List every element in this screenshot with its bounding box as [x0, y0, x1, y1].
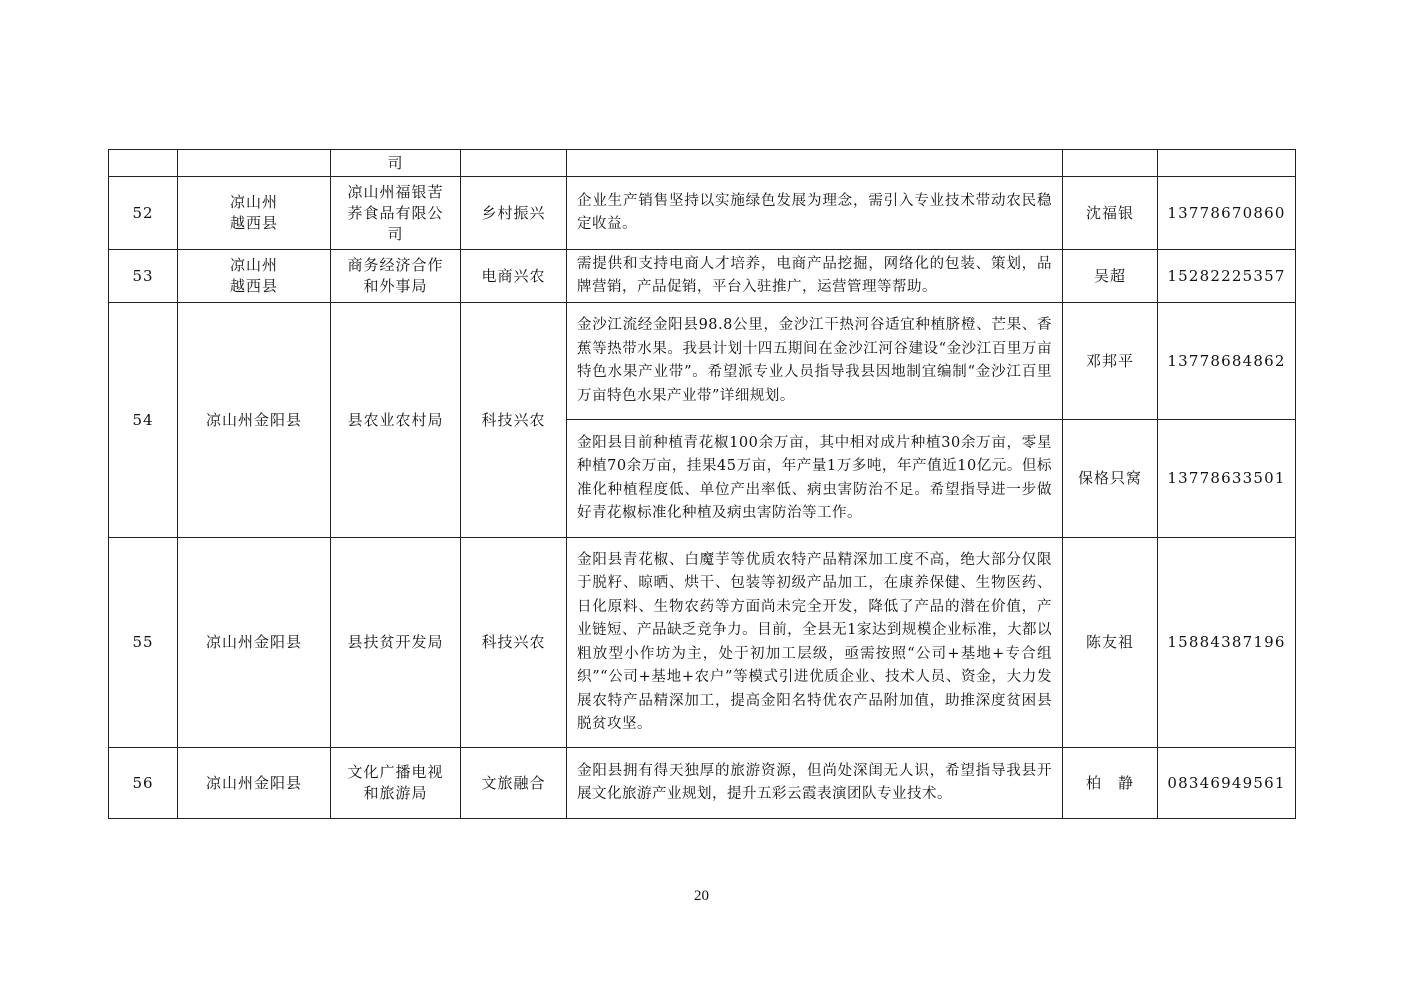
- cell-unit: [331, 748, 461, 819]
- cell-region-line: 越西县: [229, 214, 278, 232]
- table-row: [109, 150, 1296, 177]
- cell-contact: 保格只窝: [1063, 420, 1158, 538]
- cell-region-line: 越西县: [229, 277, 278, 295]
- cell-unit-line: 和旅游局: [363, 784, 428, 802]
- cell-type: 电商兴农: [461, 250, 567, 303]
- cell-region-line: 凉山州: [229, 193, 278, 211]
- cell-desc: 金阳县拥有得天独厚的旅游资源，但尚处深闺无人识，希望指导我县开展文化旅游产业规划，提升五彩云霞表演团队专业技术。: [567, 748, 1063, 819]
- cell-desc: [567, 150, 1063, 177]
- cell-region: 凉山州金阳县: [178, 538, 331, 748]
- cell-type: [461, 150, 567, 177]
- cell-unit: 司: [331, 150, 461, 177]
- cell-phone: 15282225357: [1158, 250, 1296, 303]
- cell-contact: [1063, 150, 1158, 177]
- cell-unit-line: 商务经济合作: [347, 256, 444, 274]
- table-row: [109, 538, 1296, 748]
- cell-region: 凉山州金阳县: [178, 748, 331, 819]
- cell-region: [178, 177, 331, 250]
- cell-contact: 陈友祖: [1063, 538, 1158, 748]
- page-number: 20: [694, 888, 709, 904]
- cell-no: 55: [109, 538, 178, 748]
- cell-phone: [1158, 150, 1296, 177]
- cell-type: 乡村振兴: [461, 177, 567, 250]
- cell-region: [178, 250, 331, 303]
- cell-no: 56: [109, 748, 178, 819]
- cell-desc: 金沙江流经金阳县98.8公里，金沙江干热河谷适宜种植脐橙、芒果、香蕉等热带水果。我县计划十四五期间在金沙江河谷建设“金沙江百里万亩特色水果产业带”。希望派专业人员指导我县因地制宜编制“金沙江百里万亩特色水果产业带”详细规划。: [567, 303, 1063, 420]
- table-row: [109, 177, 1296, 250]
- cell-contact: 吴超: [1063, 250, 1158, 303]
- cell-region-line: 凉山州: [229, 256, 278, 274]
- table-row: [109, 748, 1296, 819]
- cell-contact: 柏 静: [1063, 748, 1158, 819]
- cell-unit-line: 司: [387, 224, 404, 243]
- cell-unit: [331, 250, 461, 303]
- cell-type: 科技兴农: [461, 538, 567, 748]
- cell-unit-line: 凉山州福银苦: [347, 182, 444, 201]
- cell-phone: 08346949561: [1158, 748, 1296, 819]
- cell-no: 54: [109, 303, 178, 538]
- cell-desc: 金阳县目前种植青花椒100余万亩，其中相对成片种植30余万亩，零星种植70余万亩，挂果45万亩，年产量1万多吨，年产值近10亿元。但标准化种植程度低、单位产出率低、病虫害防治不足。希望指导进一步做好青花椒标准化种植及病虫害防治等工作。: [567, 420, 1063, 538]
- cell-desc: 金阳县青花椒、白魔芋等优质农特产品精深加工度不高，绝大部分仅限于脱籽、晾晒、烘干、包装等初级产品加工，在康养保健、生物医药、日化原料、生物农药等方面尚未完全开发，降低了产品的潜在价值，产业链短、产品缺乏竞争力。目前，全县无1家达到规模企业标准，大都以粗放型小作坊为主，处于初加工层级，亟需按照“公司+基地+专合组织”“公司+基地+农户”等模式引进优质企业、技术人员、资金，大力发展农特产品精深加工，提高金阳名特优农产品附加值，助推深度贫困县脱贫攻坚。: [567, 538, 1063, 748]
- cell-no: [109, 150, 178, 177]
- cell-desc: 企业生产销售坚持以实施绿色发展为理念，需引入专业技术带动农民稳定收益。: [567, 177, 1063, 250]
- cell-unit-line: 文化广播电视: [347, 763, 444, 781]
- cell-unit-line: 荞食品有限公: [347, 203, 444, 222]
- cell-unit: [331, 177, 461, 250]
- cell-region: 凉山州金阳县: [178, 303, 331, 538]
- cell-phone: 13778633501: [1158, 420, 1296, 538]
- cell-type: 文旅融合: [461, 748, 567, 819]
- cell-contact: 邓邦平: [1063, 303, 1158, 420]
- cell-region: [178, 150, 331, 177]
- table-row: [109, 250, 1296, 303]
- cell-phone: 15884387196: [1158, 538, 1296, 748]
- cell-no: 52: [109, 177, 178, 250]
- cell-no: 53: [109, 250, 178, 303]
- cell-contact: 沈福银: [1063, 177, 1158, 250]
- cell-phone: 13778684862: [1158, 303, 1296, 420]
- requirements-table: [108, 149, 1296, 819]
- cell-phone: 13778670860: [1158, 177, 1296, 250]
- cell-type: 科技兴农: [461, 303, 567, 538]
- cell-unit: 县扶贫开发局: [331, 538, 461, 748]
- cell-unit: 县农业农村局: [331, 303, 461, 538]
- cell-unit-line: 和外事局: [363, 277, 428, 295]
- cell-desc: 需提供和支持电商人才培养，电商产品挖掘，网络化的包装、策划，品牌营销，产品促销，平台入驻推广，运营管理等帮助。: [567, 250, 1063, 303]
- table-row: [109, 303, 1296, 420]
